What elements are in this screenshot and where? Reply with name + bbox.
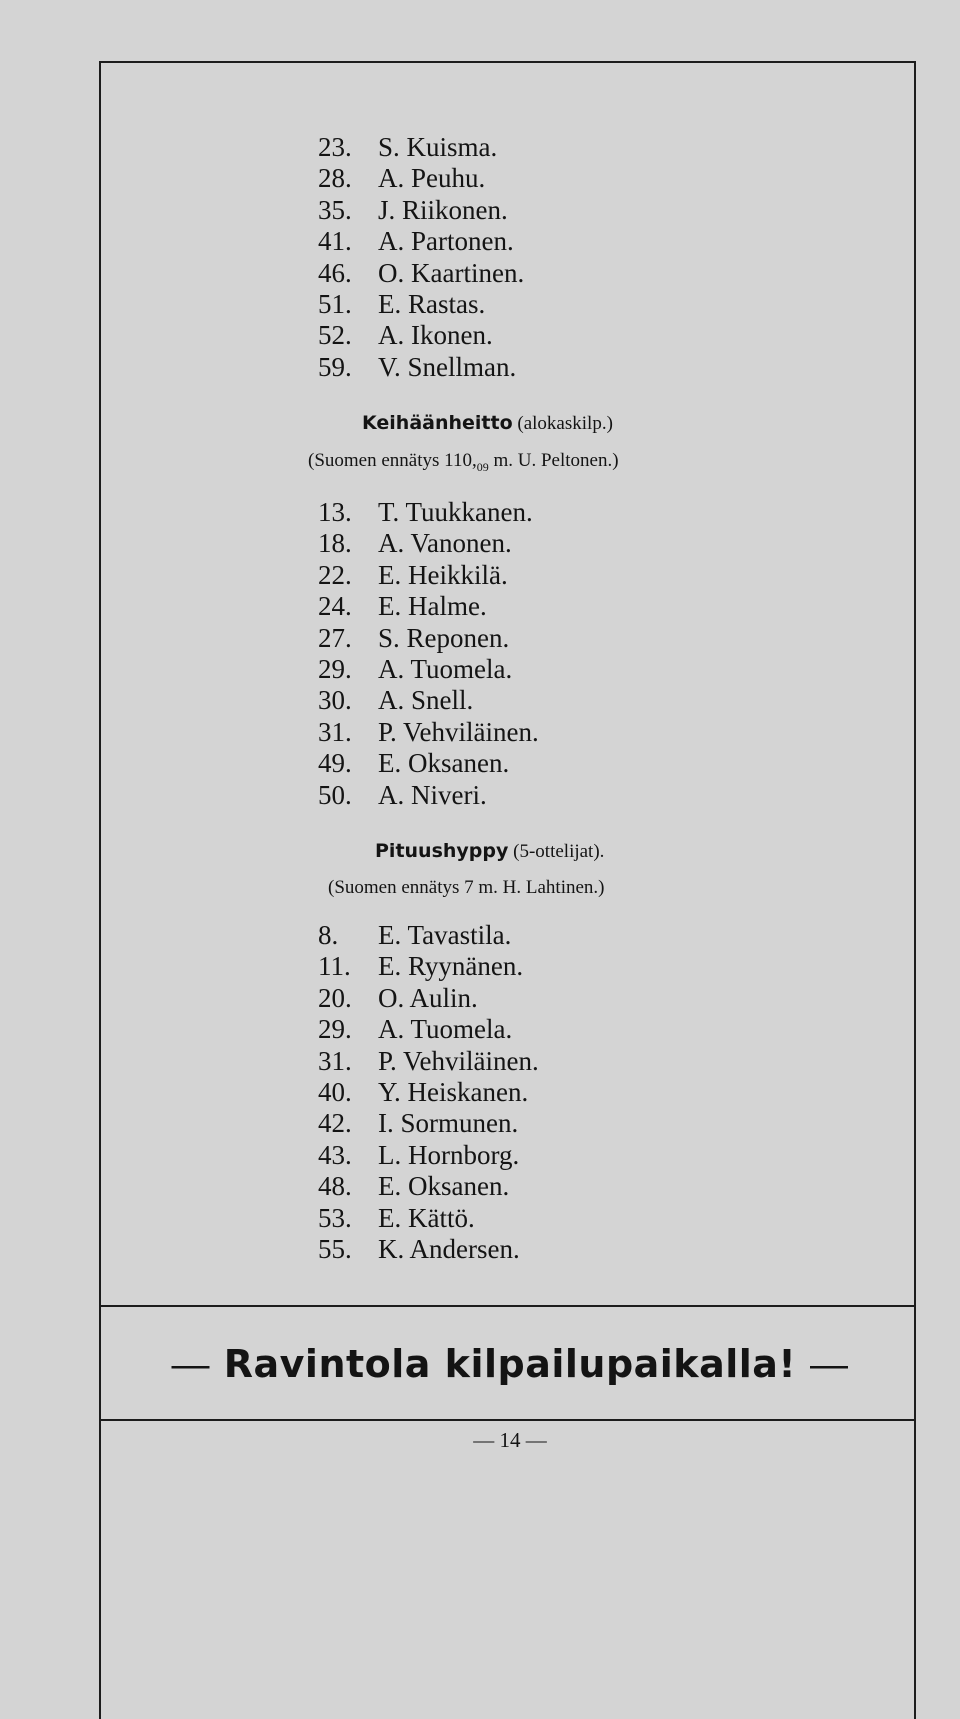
entry-number: 40.	[318, 1076, 352, 1107]
list-item	[318, 289, 524, 320]
long-jump-class: (5-ottelijat).	[513, 841, 605, 862]
entry-name: E. Ryynänen.	[378, 951, 524, 982]
entry-name: E. Oksanen.	[378, 748, 510, 779]
entry-name: K. Andersen.	[378, 1233, 520, 1264]
entry-number: 23.	[318, 132, 352, 162]
entry-number: 29.	[318, 1014, 352, 1045]
entry-name: A. Vanonen.	[378, 528, 512, 559]
entry-name: E. Oksanen.	[378, 1171, 510, 1202]
long-jump-heading	[375, 840, 604, 863]
list-item	[318, 352, 524, 383]
javelin-heading	[362, 412, 613, 435]
entry-number: 52.	[318, 320, 352, 351]
list-item	[318, 560, 539, 591]
entry-name: A. Peuhu.	[378, 163, 486, 194]
list-item	[318, 920, 539, 951]
entry-number: 31.	[318, 716, 352, 747]
list-item	[318, 1203, 539, 1234]
entry-number: 28.	[318, 163, 352, 194]
javelin-record-suffix: m. U. Peltonen.)	[488, 450, 619, 471]
list-item	[318, 1014, 539, 1045]
entry-number: 24.	[318, 591, 352, 622]
entry-number: 49.	[318, 748, 352, 779]
list-item	[318, 1077, 539, 1108]
list-item	[318, 1108, 539, 1139]
entry-name: O. Kaartinen.	[378, 257, 525, 288]
list-item	[318, 497, 539, 528]
long-jump-event-title: Pituushyppy	[375, 840, 509, 862]
list-item	[318, 717, 539, 748]
entry-number: 46.	[318, 257, 352, 288]
list-item	[318, 195, 524, 226]
entry-number: 30.	[318, 685, 352, 716]
list-item	[318, 654, 539, 685]
list-item	[318, 132, 524, 163]
long-jump-record: (Suomen ennätys 7 m. H. Lahtinen.)	[328, 877, 605, 898]
entry-number: 29.	[318, 653, 352, 684]
entry-name: T. Tuukkanen.	[378, 497, 533, 527]
entry-name: S. Reponen.	[378, 622, 510, 653]
entry-number: 59.	[318, 351, 352, 382]
entry-number: 42.	[318, 1108, 352, 1139]
entry-name: L. Hornborg.	[378, 1139, 520, 1170]
entry-number: 50.	[318, 779, 352, 810]
javelin-record-prefix: (Suomen ennätys 110,	[308, 450, 477, 471]
list-item	[318, 623, 539, 654]
banner-dash-left: —	[171, 1344, 211, 1386]
list-item	[318, 591, 539, 622]
entry-name: E. Rastas.	[378, 288, 486, 319]
list-item	[318, 226, 524, 257]
entry-list-javelin	[318, 497, 539, 811]
javelin-event-title: Keihäänheitto	[362, 412, 513, 434]
entry-number: 48.	[318, 1171, 352, 1202]
entry-name: A. Snell.	[378, 685, 474, 716]
banner-text: Ravintola kilpailupaikalla!	[223, 1342, 797, 1386]
entry-number: 20.	[318, 982, 352, 1013]
list-item	[318, 951, 539, 982]
entry-name: A. Tuomela.	[378, 653, 513, 684]
entry-name: I. Sormunen.	[378, 1108, 519, 1139]
list-item	[318, 1234, 539, 1265]
entry-name: P. Vehviläinen.	[378, 716, 539, 747]
javelin-record-decimals: 09	[476, 459, 489, 474]
entry-name: J. Riikonen.	[378, 194, 508, 225]
entry-name: S. Kuisma.	[378, 132, 498, 162]
entry-name: A. Niveri.	[378, 779, 487, 810]
entry-name: A. Tuomela.	[378, 1014, 513, 1045]
entry-number: 41.	[318, 226, 352, 257]
page-number: — 14 —	[473, 1428, 547, 1452]
javelin-record	[308, 450, 619, 475]
list-item	[318, 983, 539, 1014]
restaurant-banner	[150, 1342, 870, 1387]
entry-number: 51.	[318, 288, 352, 319]
list-item	[318, 258, 524, 289]
entry-list-long-jump	[318, 920, 539, 1265]
entry-name: E. Kättö.	[378, 1202, 475, 1233]
entry-number: 27.	[318, 622, 352, 653]
entry-number: 53.	[318, 1202, 352, 1233]
entry-list-top	[318, 132, 524, 383]
entry-name: A. Ikonen.	[378, 320, 493, 351]
entry-name: E. Halme.	[378, 591, 487, 622]
entry-name: V. Snellman.	[378, 351, 517, 382]
entry-name: A. Partonen.	[378, 226, 514, 257]
entry-name: O. Aulin.	[378, 982, 478, 1013]
entry-number: 13.	[318, 497, 352, 527]
entry-number: 35.	[318, 194, 352, 225]
list-item	[318, 528, 539, 559]
list-item	[318, 1046, 539, 1077]
list-item	[318, 163, 524, 194]
list-item	[318, 320, 524, 351]
list-item	[318, 1140, 539, 1171]
banner-dash-right: —	[809, 1344, 849, 1386]
entry-name: E. Heikkilä.	[378, 559, 508, 590]
list-item	[318, 1171, 539, 1202]
entry-number: 11.	[318, 951, 351, 982]
entry-number: 55.	[318, 1233, 352, 1264]
entry-number: 31.	[318, 1045, 352, 1076]
entry-number: 22.	[318, 559, 352, 590]
list-item	[318, 685, 539, 716]
javelin-class: (alokaskilp.)	[517, 413, 613, 434]
entry-name: P. Vehviläinen.	[378, 1045, 539, 1076]
list-item	[318, 780, 539, 811]
entry-number: 43.	[318, 1139, 352, 1170]
list-item	[318, 748, 539, 779]
entry-number: 8.	[318, 920, 339, 950]
entry-number: 18.	[318, 528, 352, 559]
entry-name: E. Tavastila.	[378, 920, 512, 950]
entry-name: Y. Heiskanen.	[378, 1076, 529, 1107]
